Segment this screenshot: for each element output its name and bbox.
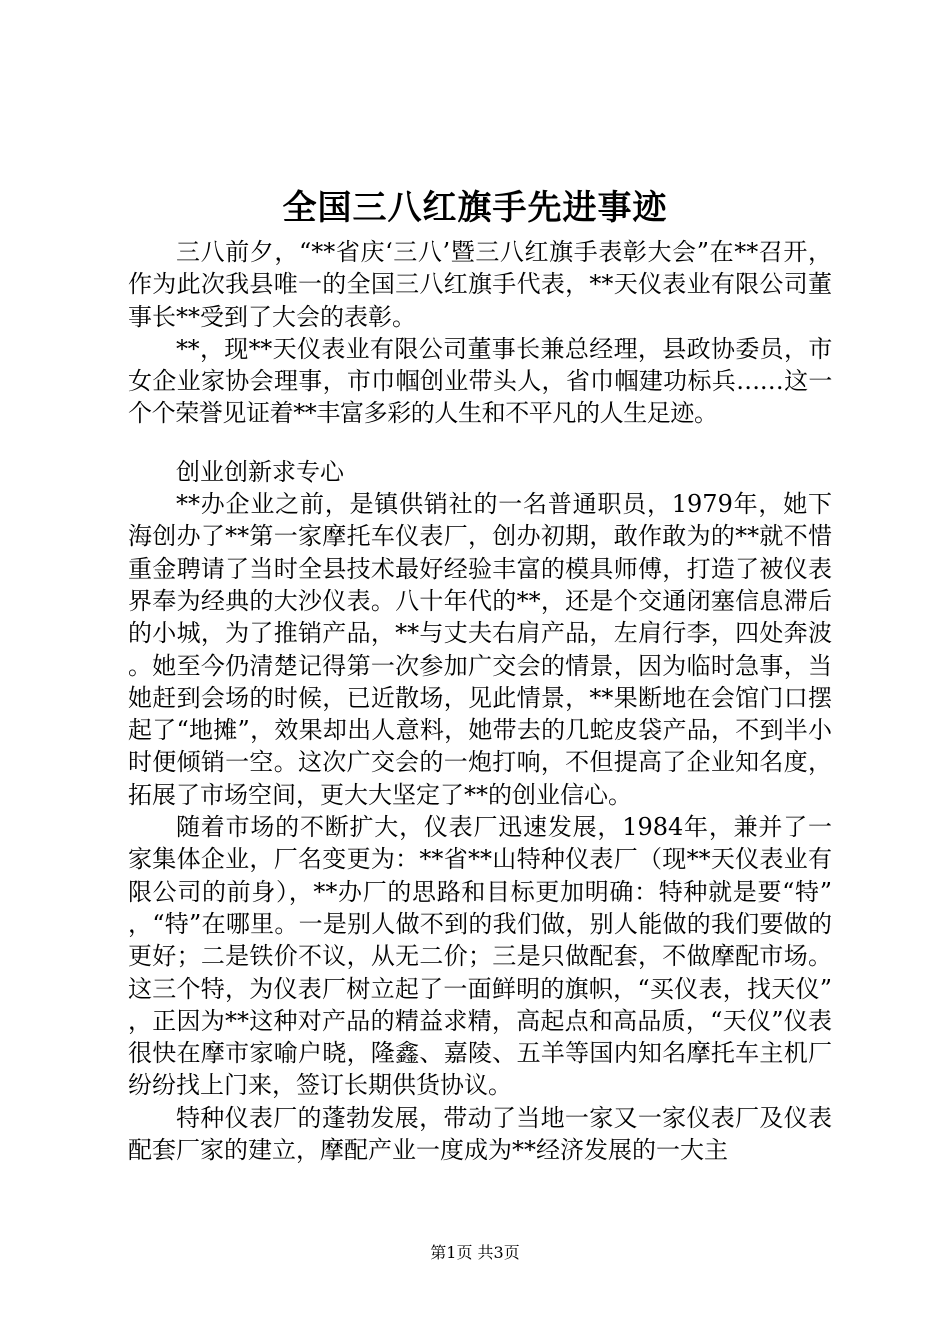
paragraph-growth: 随着市场的不断扩大，仪表厂迅速发展，1984年，兼并了一家集体企业，厂名变更为：**省**山特种仪表厂（现**天仪表业有限公司的前身），**办厂的思路和目标更加明确：特种就是要“特”，“特”在哪里。一是别人做不到的我们做，别人能做的我们要做的更好；二是铁价不议，从无二价；三是只做配套，不做摩配市场。这三个特，为仪表厂树立起了一面鲜明的旗帜，“买仪表，找天仪”，正因为**这种对产品的精益求精，高起点和高品质，“天仪”仪表很快在摩市家喻户晓，隆鑫、嘉陵、五羊等国内知名摩托车主机厂纷纷找上门来，签订长期供货协议。: [128, 813, 832, 1100]
paragraph-intro: 三八前夕，“**省庆‘三八’暨三八红旗手表彰大会”在**召开，作为此次我县唯一的全国三八红旗手代表，**天仪表业有限公司董事长**受到了大会的表彰。: [128, 238, 832, 331]
section-heading: 创业创新求专心: [176, 457, 344, 486]
paragraph-industry: 特种仪表厂的蓬勃发展，带动了当地一家又一家仪表厂及仪表配套厂家的建立，摩配产业一度成为**经济发展的一大主: [128, 1103, 832, 1165]
document-title: 全国三八红旗手先进事迹: [282, 188, 668, 228]
paragraph-startup: **办企业之前，是镇供销社的一名普通职员，1979年，她下海创办了**第一家摩托车仪表厂，创办初期，敢作敢为的**就不惜重金聘请了当时全县技术最好经验丰富的模具师傅，打造了被仪表界奉为经典的大沙仪表。八十年代的**，还是个交通闭塞信息滞后的小城，为了推销产品，**与丈夫右肩产品，左肩行李，四处奔波。她至今仍清楚记得第一次参加广交会的情景，因为临时急事，当她赶到会场的时候，已近散场，见此情景，**果断地在会馆门口摆起了“地摊”，效果却出人意料，她带去的几蛇皮袋产品，不到半小时便倾销一空。这次广交会的一炮打响，不但提高了企业知名度，拓展了市场空间，更大大坚定了**的创业信心。: [128, 490, 832, 809]
paragraph-honors: **，现**天仪表业有限公司董事长兼总经理，县政协委员，市女企业家协会理事，市巾帼创业带头人，省巾帼建功标兵……这一个个荣誉见证着**丰富多彩的人生和不平凡的人生足迹。: [128, 334, 832, 428]
document-body: [128, 236, 832, 1166]
page-number-footer: 第1页 共3页: [430, 1243, 520, 1262]
